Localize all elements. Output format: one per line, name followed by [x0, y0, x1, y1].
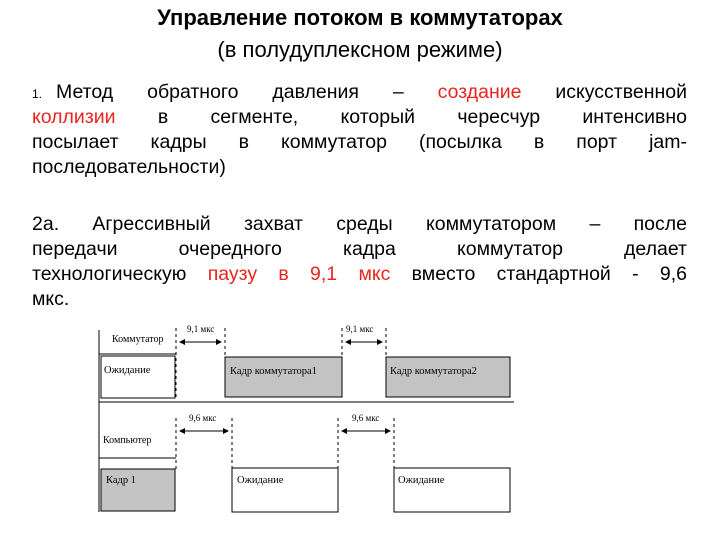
paragraph-line: 1. Метод обратного давления – создание искусственной: [32, 81, 687, 103]
list-number: 1.: [32, 87, 43, 101]
paragraph-line: передачи очередного кадра коммутатор делает: [32, 238, 687, 260]
highlight-text: создание: [437, 81, 522, 103]
gap-label-switch-2: 9,1 мкс: [346, 324, 374, 334]
switch-frame1-block: [225, 357, 342, 397]
switch-wait-label: Ожидание: [104, 365, 151, 376]
page-subtitle: (в полудуплексном режиме): [217, 37, 503, 62]
highlight-text: коллизии: [32, 106, 116, 128]
paragraph-line: коллизии в сегменте, который чересчур интенсивно: [32, 106, 687, 128]
paragraph-line: мкс.: [32, 288, 70, 310]
computer-wait1-label: Ожидание: [237, 475, 284, 486]
switch-frame1-label: Кадр коммутатора1: [230, 366, 317, 377]
paragraph-line: технологическую паузу в 9,1 мкс вместо стандартной - 9,6: [32, 263, 687, 285]
switch-frame2-label: Кадр коммутатора2: [390, 366, 477, 377]
switch-label: Коммутатор: [112, 334, 164, 345]
paragraph-line: посылает кадры в коммутатор (посылка в порт jam-: [32, 131, 687, 153]
computer-wait2-label: Ожидание: [398, 475, 445, 486]
gap-label-computer-2: 9,6 мкс: [352, 413, 380, 423]
paragraph-line: 2а. Агрессивный захват среды коммутатором – после: [32, 213, 687, 235]
computer-label: Компьютер: [103, 435, 152, 446]
gap-label-switch-1: 9,1 мкс: [187, 324, 215, 334]
page-title: Управление потоком в коммутаторах: [157, 5, 563, 30]
highlight-text: паузу в 9,1 мкс: [207, 263, 391, 285]
switch-frame2-block: [386, 357, 510, 397]
paragraph-line: последовательности): [32, 156, 226, 178]
switch-wait-block: [101, 356, 175, 398]
computer-frame1-label: Кадр 1: [106, 475, 136, 486]
gap-label-computer-1: 9,6 мкс: [189, 413, 217, 423]
